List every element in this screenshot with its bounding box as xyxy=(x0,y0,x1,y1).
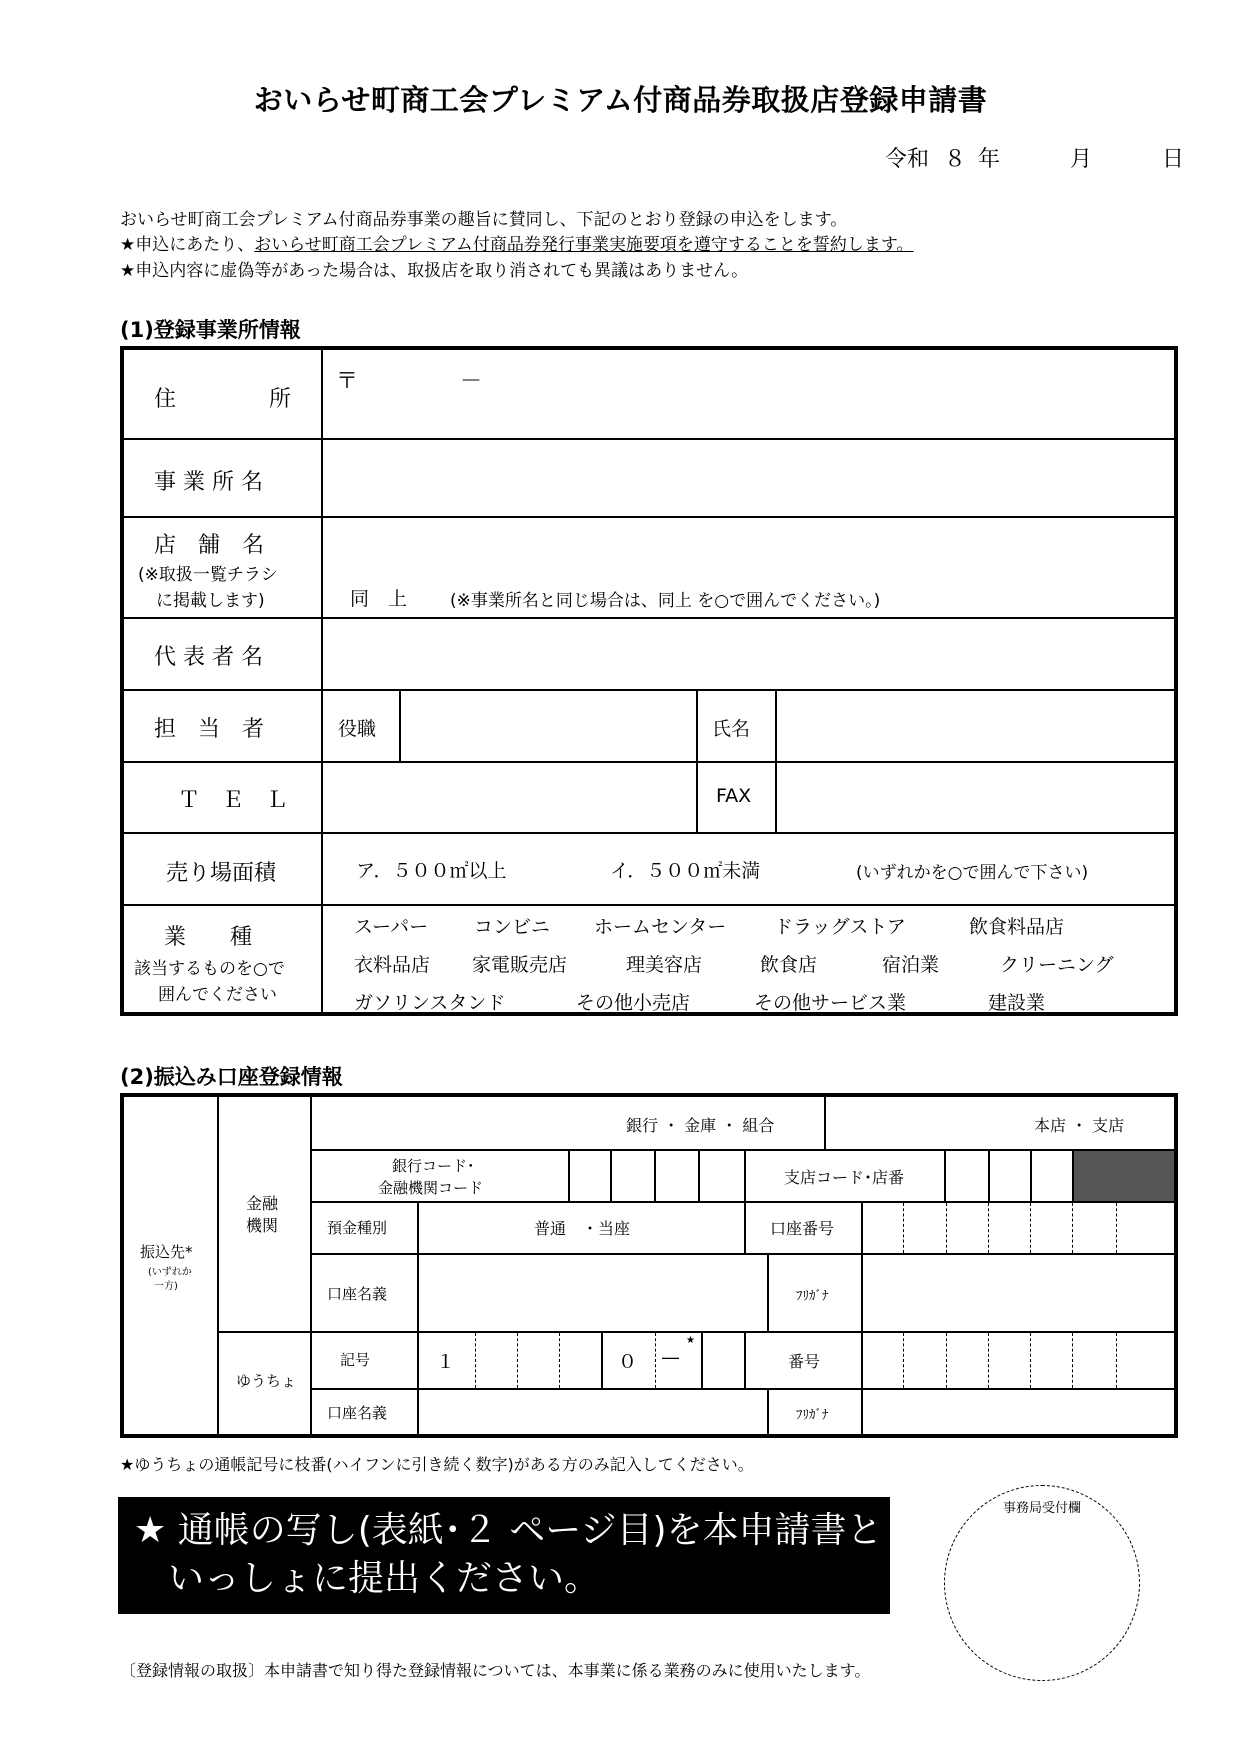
intro-line-2-prefix: ★申込にあたり、 xyxy=(120,235,255,255)
date-era: 令和 xyxy=(885,147,930,172)
address-label-b: 所 xyxy=(269,387,292,412)
area-option-b[interactable]: イ．５００㎡未満 xyxy=(610,860,761,882)
furigana-label: ﾌﾘｶﾞﾅ xyxy=(796,1289,829,1304)
account-name-field[interactable] xyxy=(419,1255,765,1331)
business-info-table xyxy=(120,346,1178,1016)
industry-option[interactable]: その他サービス業 xyxy=(754,992,907,1014)
yucho-number-label: 番号 xyxy=(788,1352,821,1371)
intro-line-2-pledge: おいらせ町商工会プレミアム付商品券発行事業実施要項を遵守することを誓約します。 xyxy=(254,235,914,255)
furigana-field[interactable] xyxy=(863,1255,1174,1331)
yucho-symbol-digit-1[interactable]: １ xyxy=(436,1351,456,1373)
store-name-label: 店 舗 名 xyxy=(154,533,265,558)
business-name-label: 事 業 所 名 xyxy=(154,470,263,495)
yucho-account-name-field[interactable] xyxy=(419,1390,765,1434)
reception-stamp-label: 事務局受付欄 xyxy=(1002,1501,1081,1516)
yucho-symbol-dash: ― xyxy=(662,1348,679,1368)
contact-name-field[interactable] xyxy=(778,691,1174,761)
intro-line-3: ★申込内容に虚偽等があった場合は、取扱店を取り消されても異議はありません。 xyxy=(120,261,749,281)
industry-option[interactable]: 家電販売店 xyxy=(472,954,568,976)
representative-label: 代 表 者 名 xyxy=(154,645,263,670)
bank-label-1: 金融 xyxy=(246,1194,279,1213)
yucho-account-name-label: 口座名義 xyxy=(327,1404,388,1422)
postal-dash: － xyxy=(460,369,483,394)
bank-label-2: 機関 xyxy=(246,1216,279,1235)
industry-option[interactable]: コンビニ xyxy=(474,916,551,938)
section2-heading: (2)振込み口座登録情報 xyxy=(120,1065,343,1089)
address-field[interactable] xyxy=(323,350,1174,438)
industry-option[interactable]: スーパー xyxy=(354,916,429,938)
industry-sub2: 囲んでください xyxy=(158,985,277,1005)
bank-code-label-2: 金融機関コード xyxy=(378,1179,484,1197)
banner-line-2: いっしょに提出ください。 xyxy=(168,1558,601,1599)
bank-code-label-1: 銀行コード･ xyxy=(392,1157,475,1175)
tel-field[interactable] xyxy=(323,763,694,832)
date-year: ８ xyxy=(944,147,967,172)
postal-mark: 〒 xyxy=(336,369,359,394)
fax-field[interactable] xyxy=(778,763,1174,832)
deposit-type-label: 預金種別 xyxy=(327,1219,388,1237)
privacy-footer: 〔登録情報の取扱〕本申請書で知り得た登録情報については、本事業に係る業務のみに使用いたします。 xyxy=(120,1661,871,1680)
business-name-field[interactable] xyxy=(323,440,1174,516)
store-name-same[interactable]: 同 上 xyxy=(350,588,408,610)
industry-option[interactable]: ホームセンター xyxy=(594,916,727,938)
industry-option[interactable]: 飲食料品店 xyxy=(969,916,1065,938)
address-label-a: 住 xyxy=(154,387,177,412)
yucho-symbol-label: 記号 xyxy=(340,1351,371,1369)
store-name-sub1: (※取扱一覧チラシ xyxy=(138,565,278,585)
contact-position-label: 役職 xyxy=(338,718,377,740)
store-name-sub2: に掲載します) xyxy=(156,591,265,611)
yucho-note: ★ゆうちょの通帳記号に枝番(ハイフンに引き続く数字)がある方のみ記入してください。 xyxy=(120,1455,754,1474)
bank-types[interactable]: 銀行 ・ 金庫 ・ 組合 xyxy=(626,1116,775,1135)
deposit-type-value[interactable]: 普通 ・当座 xyxy=(534,1219,631,1238)
industry-label: 業 種 xyxy=(164,925,253,950)
industry-sub1: 該当するものを○で xyxy=(134,959,285,979)
industry-option[interactable]: ドラッグストア xyxy=(774,916,906,938)
transfer-label: 振込先* xyxy=(140,1243,193,1261)
branch-code-label: 支店コード･店番 xyxy=(784,1168,905,1187)
industry-option[interactable]: 宿泊業 xyxy=(882,954,940,976)
industry-option[interactable]: その他小売店 xyxy=(576,992,691,1014)
date-month-unit: 月 xyxy=(1070,147,1093,172)
industry-option[interactable]: ガソリンスタンド xyxy=(354,992,506,1014)
banner-line-1: ★ 通帳の写し(表紙･２ ページ目)を本申請書と xyxy=(134,1510,883,1551)
industry-option[interactable]: クリーニング xyxy=(1000,954,1114,976)
tel-label: Ｔ Ｅ Ｌ xyxy=(178,788,289,813)
branch-types[interactable]: 本店 ・ 支店 xyxy=(1034,1116,1125,1135)
contact-name-label: 氏名 xyxy=(712,718,751,740)
page-title: おいらせ町商工会プレミアム付商品券取扱店登録申請書 xyxy=(253,83,988,117)
contact-position-field[interactable] xyxy=(402,691,694,761)
date-day-unit: 日 xyxy=(1162,147,1185,172)
yucho-symbol-star: ★ xyxy=(686,1335,695,1346)
passbook-banner xyxy=(118,1497,890,1614)
intro-line-1: おいらせ町商工会プレミアム付商品券事業の趣旨に賛同し、下記のとおり登録の申込をします。 xyxy=(120,210,848,230)
area-option-a[interactable]: ア．５００㎡以上 xyxy=(356,860,507,882)
area-note: (いずれかを○で囲んで下さい) xyxy=(856,863,1089,883)
transfer-sub2: 一方) xyxy=(154,1281,178,1292)
store-name-same-note: (※事業所名と同じ場合は、同上 を○で囲んでください。) xyxy=(450,591,881,611)
date-year-unit: 年 xyxy=(978,147,1001,172)
yucho-label: ゆうちょ xyxy=(236,1372,297,1390)
representative-field[interactable] xyxy=(323,619,1174,689)
transfer-sub1: (いずれか xyxy=(148,1267,192,1278)
yucho-furigana-field[interactable] xyxy=(863,1390,1174,1434)
account-number-label: 口座番号 xyxy=(770,1219,835,1238)
section1-heading: (1)登録事業所情報 xyxy=(120,318,301,342)
industry-option[interactable]: 飲食店 xyxy=(760,954,818,976)
yucho-furigana-label: ﾌﾘｶﾞﾅ xyxy=(796,1408,829,1423)
bank-account-table xyxy=(120,1093,1178,1438)
yucho-symbol-digit-5[interactable]: ０ xyxy=(618,1351,638,1373)
intro-line-2 xyxy=(120,230,914,255)
account-name-label: 口座名義 xyxy=(327,1285,388,1303)
fax-label: FAX xyxy=(716,785,752,807)
industry-option[interactable]: 建設業 xyxy=(988,992,1046,1014)
industry-option[interactable]: 衣料品店 xyxy=(354,954,431,976)
contact-label: 担 当 者 xyxy=(154,717,265,742)
area-label: 売り場面積 xyxy=(166,861,277,886)
industry-option[interactable]: 理美容店 xyxy=(626,954,703,976)
